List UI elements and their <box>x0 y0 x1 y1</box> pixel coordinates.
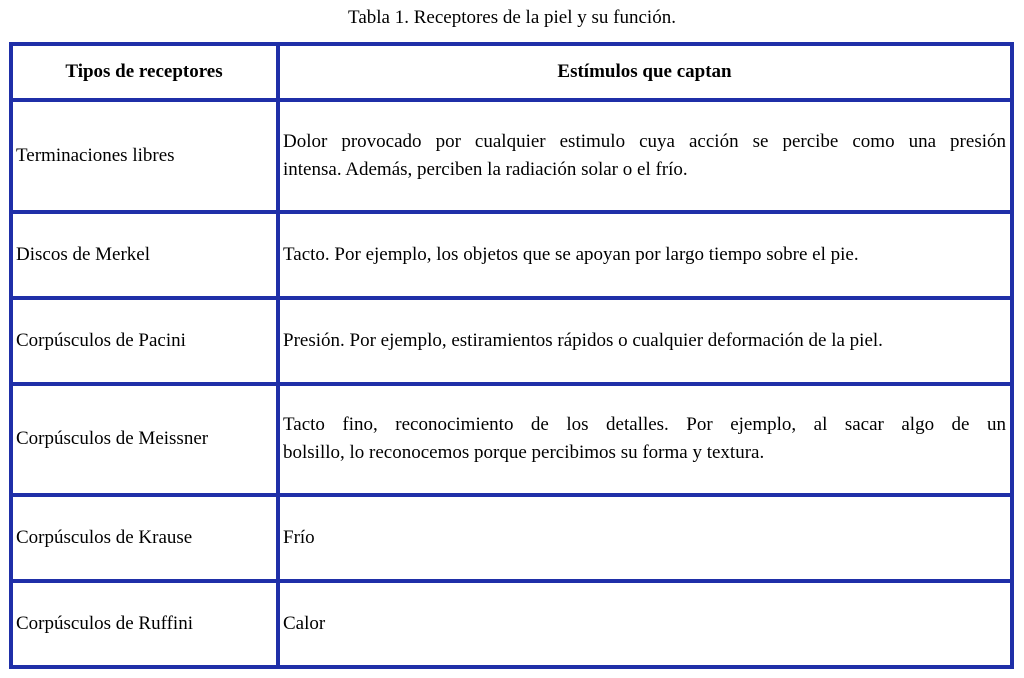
receptor-name: Corpúsculos de Ruffini <box>11 581 278 667</box>
table-row <box>11 495 1012 581</box>
table-row <box>11 100 1012 212</box>
receptor-name: Discos de Merkel <box>11 212 278 298</box>
receptor-name: Terminaciones libres <box>11 100 278 212</box>
stimulus-description <box>278 384 1012 496</box>
stimulus-description <box>278 298 1012 384</box>
stimulus-line: Tacto fino, reconocimiento de los detalles. Por ejemplo, al sacar algo de un <box>283 414 1006 436</box>
stimulus-line: Calor <box>283 613 326 634</box>
stimulus-line: Presión. Por ejemplo, estiramientos rápidos o cualquier deformación de la piel. <box>283 329 883 351</box>
stimulus-line: Dolor provocado por cualquier estimulo cuya acción se percibe como una presión <box>283 131 1006 152</box>
stimulus-line: Frío <box>283 527 315 549</box>
stimulus-line: intensa. Además, perciben la radiación solar o el frío. <box>283 159 688 180</box>
receptor-name: Corpúsculos de Krause <box>11 495 278 581</box>
table-row <box>11 298 1012 384</box>
table-header-row <box>11 44 1012 100</box>
table-caption: Tabla 1. Receptores de la piel y su función. <box>348 7 676 28</box>
receptor-name: Corpúsculos de Pacini <box>11 298 278 384</box>
stimulus-line: bolsillo, lo reconocemos porque percibimos su forma y textura. <box>283 442 765 464</box>
stimulus-description <box>278 581 1012 667</box>
receptor-name: Corpúsculos de Meissner <box>11 384 278 496</box>
header-receptor-types: Tipos de receptores <box>11 44 278 100</box>
header-stimuli: Estímulos que captan <box>278 44 1012 100</box>
stimulus-line: Tacto. Por ejemplo, los objetos que se apoyan por largo tiempo sobre el pie. <box>283 243 859 265</box>
stimulus-description <box>278 212 1012 298</box>
stimulus-description <box>278 495 1012 581</box>
stimulus-description <box>278 100 1012 212</box>
table-row <box>11 212 1012 298</box>
receptors-table <box>9 42 1014 669</box>
table-row <box>11 384 1012 496</box>
table-row <box>11 581 1012 667</box>
